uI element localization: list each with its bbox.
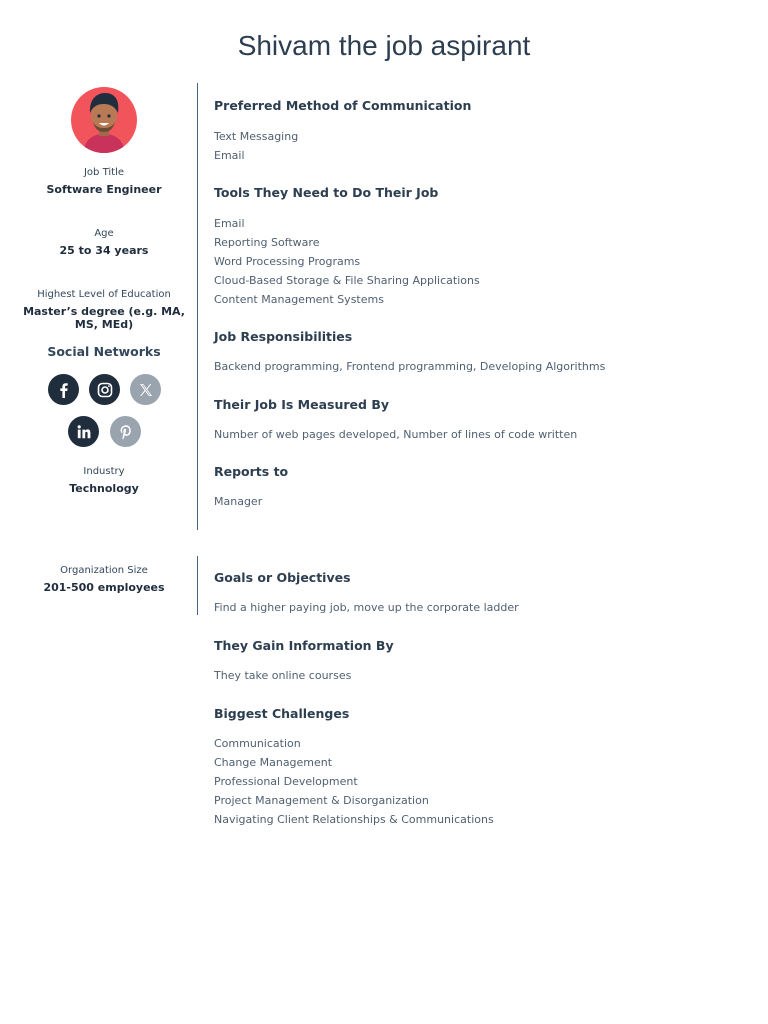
section-list-measured-by — [214, 425, 577, 444]
job-title-field — [20, 167, 188, 196]
education-value-line1: Master’s degree (e.g. MA, — [23, 305, 185, 318]
education-label: Highest Level of Education — [37, 289, 171, 300]
list-item: Manager — [214, 495, 263, 508]
instagram-icon — [97, 382, 113, 398]
list-item: Cloud-Based Storage & File Sharing Applications — [214, 274, 480, 287]
job-title-label: Job Title — [83, 167, 125, 178]
list-item: Reporting Software — [214, 236, 320, 249]
list-item: Change Management — [214, 756, 333, 769]
section-heading-goals: Goals or Objectives — [214, 570, 351, 585]
education-value — [20, 305, 188, 331]
list-item: Navigating Client Relationships & Communications — [214, 813, 494, 826]
facebook-icon — [56, 382, 72, 398]
section-heading-communication: Preferred Method of Communication — [214, 98, 472, 113]
list-item: Content Management Systems — [214, 293, 384, 306]
x-button[interactable] — [130, 374, 161, 405]
section-list-responsibilities — [214, 357, 605, 376]
industry-label: Industry — [83, 466, 125, 477]
section-heading-measured-by: Their Job Is Measured By — [214, 397, 389, 412]
facebook-button[interactable] — [48, 374, 79, 405]
column-divider-top — [197, 83, 198, 530]
list-item: Backend programming, Frontend programming, Developing Algorithms — [214, 360, 606, 373]
list-item: Email — [214, 149, 245, 162]
organization-size-value: 201-500 employees — [43, 581, 165, 594]
social-networks-title: Social Networks — [47, 344, 161, 359]
education-field — [20, 289, 188, 331]
page-title: Shivam the job aspirant — [237, 30, 531, 61]
section-heading-reports-to: Reports to — [214, 464, 289, 479]
section-list-information — [214, 666, 351, 685]
list-item: Professional Development — [214, 775, 358, 788]
age-label: Age — [94, 228, 114, 239]
industry-field — [20, 466, 188, 495]
pinterest-icon — [118, 424, 134, 440]
list-item: Project Management & Disorganization — [214, 794, 429, 807]
linkedin-icon — [76, 424, 92, 440]
avatar — [71, 87, 137, 153]
instagram-button[interactable] — [89, 374, 120, 405]
section-list-challenges — [214, 734, 494, 829]
section-list-communication — [214, 127, 298, 165]
section-heading-information: They Gain Information By — [214, 638, 394, 653]
pinterest-button[interactable] — [110, 416, 141, 447]
list-item: Communication — [214, 737, 301, 750]
age-field — [20, 228, 188, 257]
avatar-illustration-icon — [71, 87, 137, 153]
industry-value: Technology — [69, 482, 139, 495]
section-heading-responsibilities: Job Responsibilities — [214, 329, 353, 344]
job-title-value: Software Engineer — [46, 183, 162, 196]
section-list-reports-to — [214, 492, 262, 511]
organization-size-field — [20, 565, 188, 594]
education-value-line2: MS, MEd) — [74, 318, 134, 331]
list-item: Email — [214, 217, 245, 230]
linkedin-button[interactable] — [68, 416, 99, 447]
x-icon — [138, 382, 154, 398]
list-item: They take online courses — [214, 669, 352, 682]
section-list-goals — [214, 598, 519, 617]
list-item: Text Messaging — [214, 130, 299, 143]
list-item: Word Processing Programs — [214, 255, 361, 268]
section-list-tools — [214, 214, 480, 309]
organization-size-label: Organization Size — [60, 565, 148, 576]
column-divider-bottom — [197, 556, 198, 615]
list-item: Number of web pages developed, Number of lines of code written — [214, 428, 578, 441]
section-heading-tools: Tools They Need to Do Their Job — [214, 185, 439, 200]
section-heading-challenges: Biggest Challenges — [214, 706, 350, 721]
age-value: 25 to 34 years — [59, 244, 149, 257]
list-item: Find a higher paying job, move up the corporate ladder — [214, 601, 519, 614]
